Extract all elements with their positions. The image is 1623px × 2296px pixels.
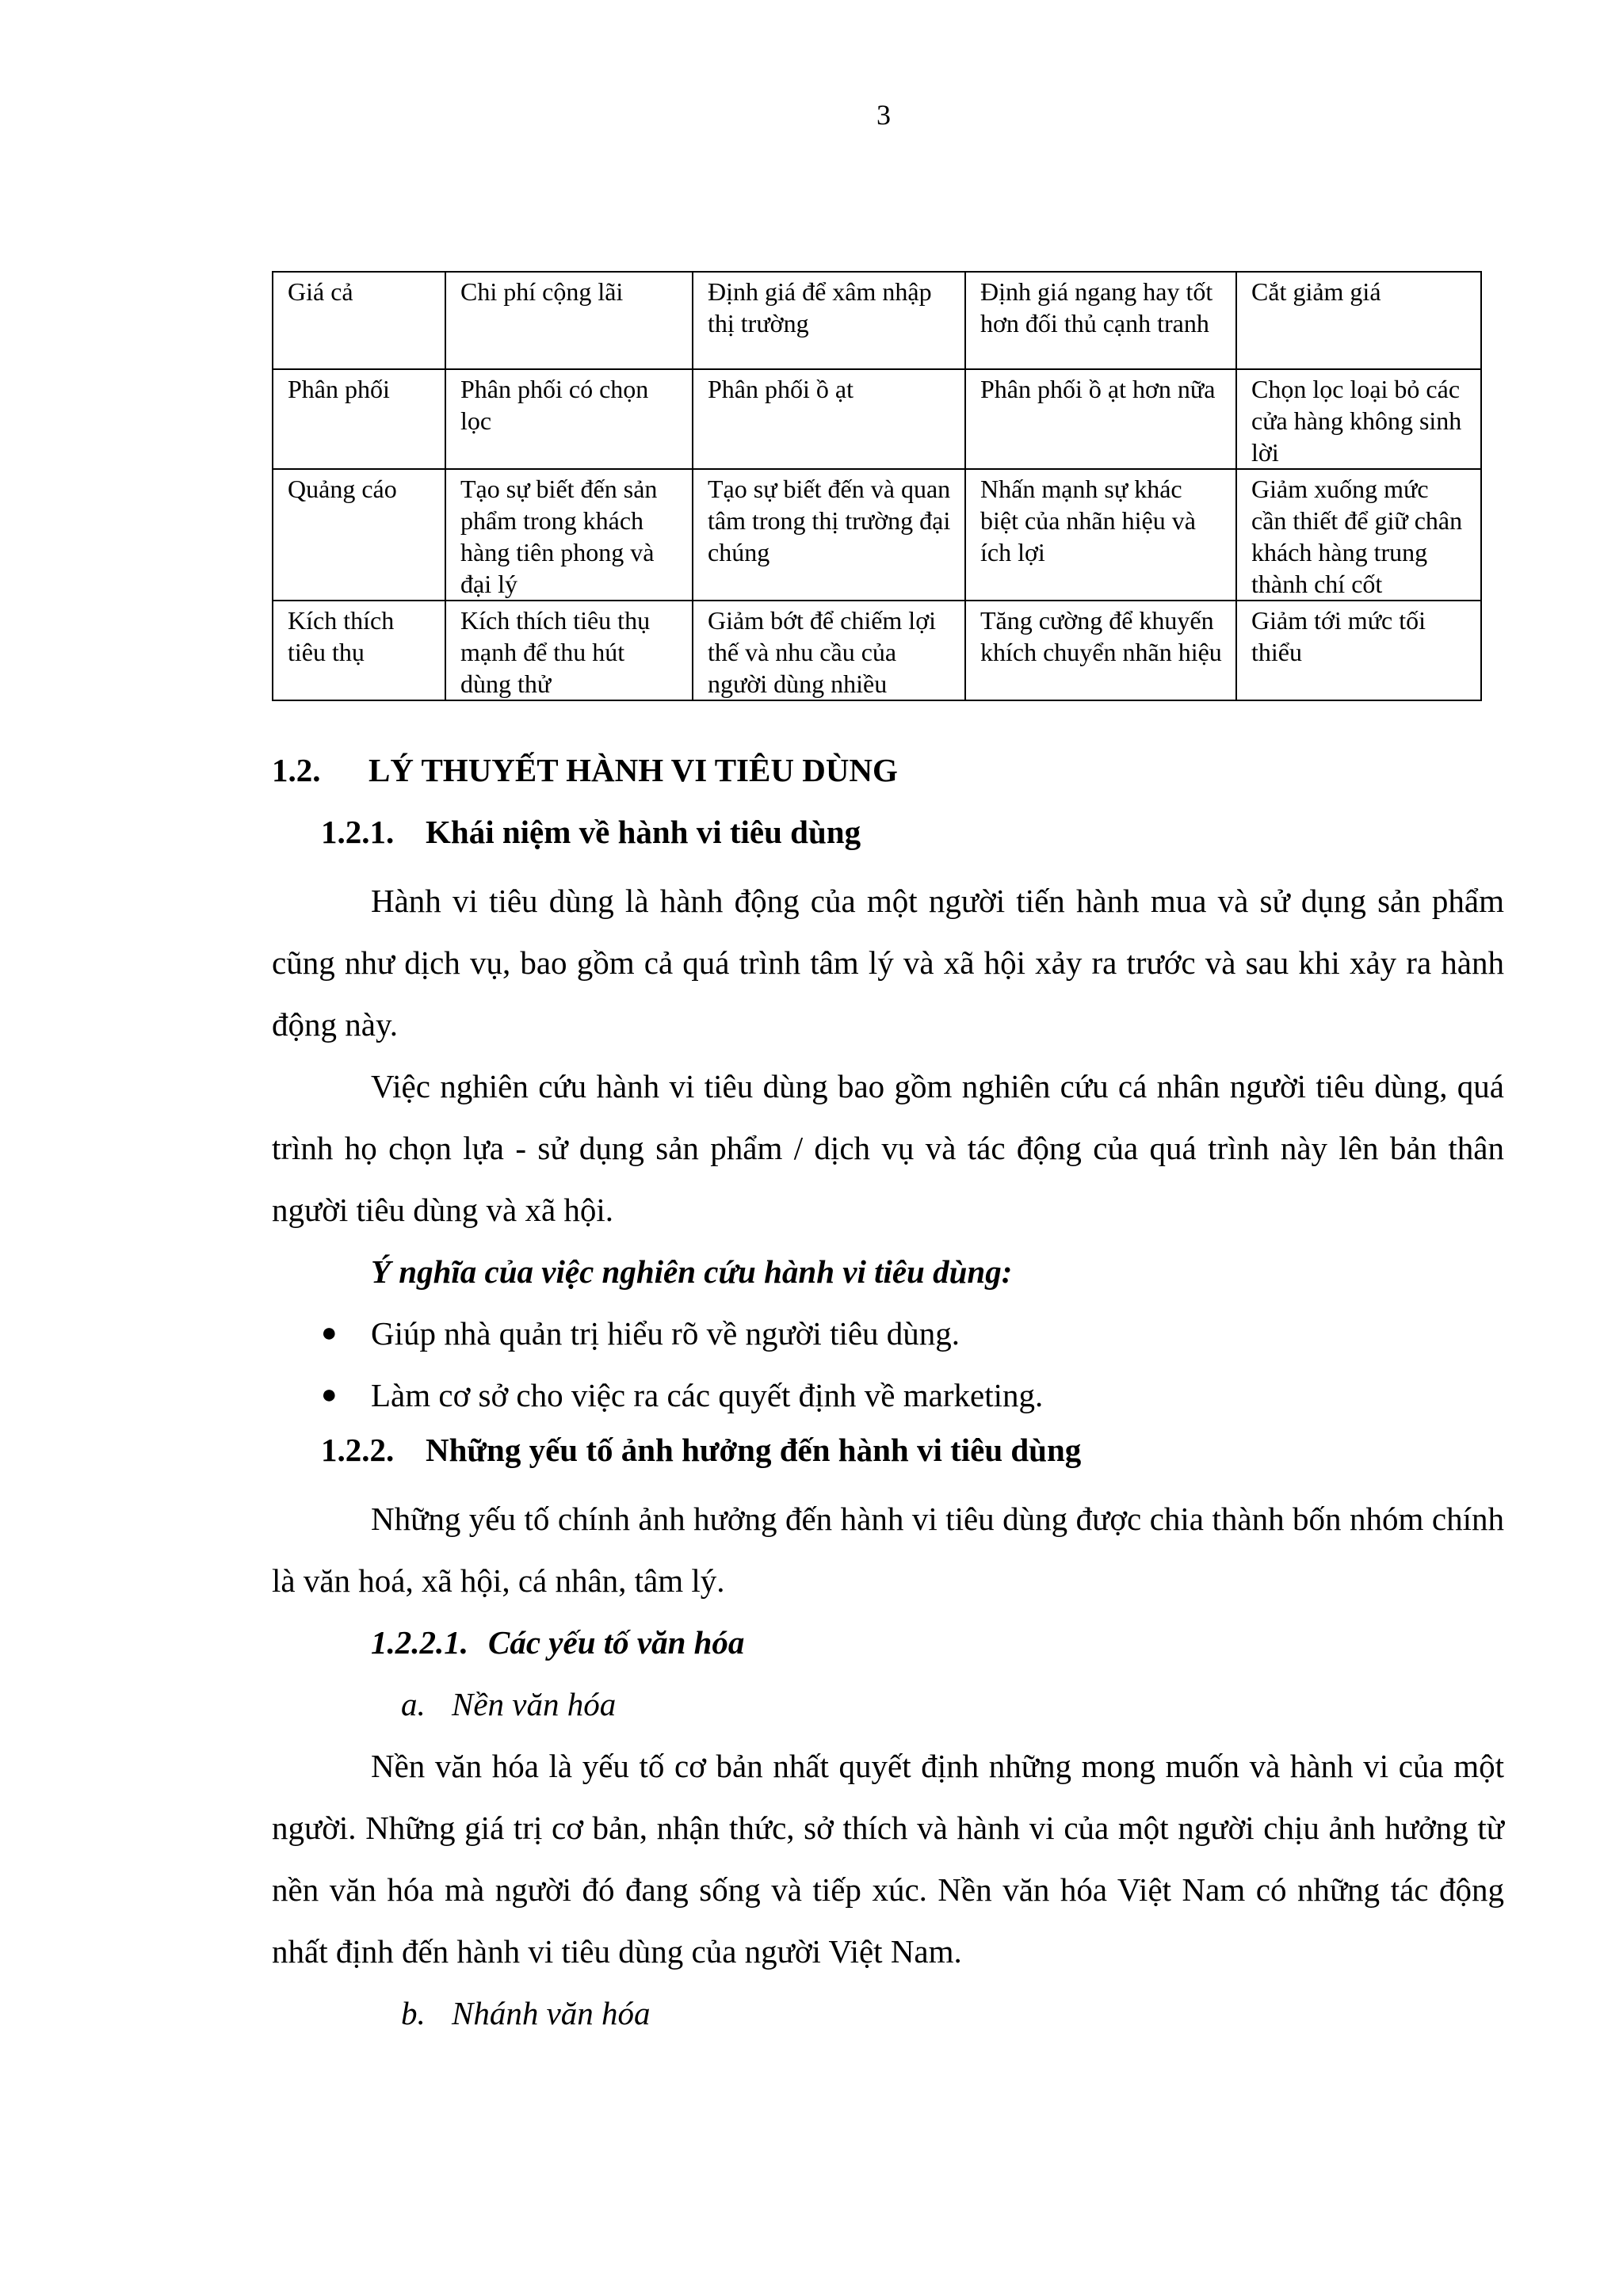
subsection-heading (272, 1426, 1504, 1488)
table-cell: Giảm bớt để chiếm lợi thế và nhu cầu của người dùng nhiều (693, 601, 965, 700)
marketing-strategy-table (272, 271, 1482, 701)
subsection-heading (272, 808, 1504, 870)
table-cell: Tăng cường để khuyến khích chuyển nhãn hiệu (965, 601, 1236, 700)
table-row (273, 272, 1481, 369)
subsubsection-number: 1.2.2.1. (371, 1624, 468, 1661)
page-number: 3 (876, 99, 891, 131)
row-label: Phân phối (273, 369, 445, 469)
bullet-icon: ● (321, 1318, 338, 1348)
item-heading-a (272, 1673, 1504, 1735)
table-cell: Phân phối có chọn lọc (445, 369, 693, 469)
table-cell: Chọn lọc loại bỏ các cửa hàng không sinh lời (1236, 369, 1481, 469)
subsubsection-title: Các yếu tố văn hóa (488, 1624, 745, 1661)
table-cell: Tạo sự biết đến sản phẩm trong khách hàng tiên phong và đại lý (445, 469, 693, 601)
table-cell: Kích thích tiêu thụ mạnh để thu hút dùng thử (445, 601, 693, 700)
table-row (273, 469, 1481, 601)
paragraph: Nền văn hóa là yếu tố cơ bản nhất quyết định những mong muốn và hành vi của một người. Những giá trị cơ bản, nhận thức, sở thích và hành vi của một người chịu ảnh hưởng từ nền văn hóa mà người đó đang sống và tiếp xúc. Nền văn hóa Việt Nam có những tác động nhất định đến hành vi tiêu dùng của người Việt Nam. (272, 1748, 1504, 1970)
row-label: Quảng cáo (273, 469, 445, 601)
item-letter: b. (401, 1995, 426, 2031)
item-title: Nhánh văn hóa (452, 1995, 651, 2031)
item-title: Nền văn hóa (452, 1686, 617, 1722)
table-row (273, 369, 1481, 469)
table-cell: Giảm tới mức tối thiểu (1236, 601, 1481, 700)
item-letter: a. (401, 1686, 426, 1722)
list-item-text: Giúp nhà quản trị hiểu rõ về người tiêu dùng. (371, 1315, 960, 1352)
table-cell: Phân phối ồ ạt hơn nữa (965, 369, 1236, 469)
list-item (272, 1302, 1504, 1364)
row-label: Giá cả (273, 272, 445, 369)
list-item-text: Làm cơ sở cho việc ra các quyết định về marketing. (371, 1377, 1044, 1413)
table-row (273, 601, 1481, 700)
paragraph: Hành vi tiêu dùng là hành động của một người tiến hành mua và sử dụng sản phẩm cũng như dịch vụ, bao gồm cả quá trình tâm lý và xã hội xảy ra trước và sau khi xảy ra hành động này. (272, 883, 1504, 1043)
bullet-icon: ● (321, 1380, 338, 1409)
meaning-heading: Ý nghĩa của việc nghiên cứu hành vi tiêu dùng: (371, 1253, 1013, 1290)
bullet-list (272, 1302, 1504, 1426)
subsection-title: Những yếu tố ảnh hưởng đến hành vi tiêu dùng (426, 1432, 1082, 1468)
table-cell: Định giá ngang hay tốt hơn đối thủ cạnh tranh (965, 272, 1236, 369)
list-item (272, 1364, 1504, 1426)
table-cell: Chi phí cộng lãi (445, 272, 693, 369)
section-title: LÝ THUYẾT HÀNH VI TIÊU DÙNG (369, 752, 898, 788)
subsection-title: Khái niệm về hành vi tiêu dùng (426, 814, 861, 850)
table-cell: Tạo sự biết đến và quan tâm trong thị trường đại chúng (693, 469, 965, 601)
table-cell: Định giá để xâm nhập thị trường (693, 272, 965, 369)
paragraph: Những yếu tố chính ảnh hưởng đến hành vi tiêu dùng được chia thành bốn nhóm chính là văn hoá, xã hội, cá nhân, tâm lý. (272, 1501, 1504, 1599)
section-heading (272, 746, 1504, 808)
document-body (272, 746, 1504, 2044)
table-cell: Cắt giảm giá (1236, 272, 1481, 369)
section-number: 1.2. (272, 752, 321, 788)
item-heading-b (272, 1982, 1504, 2044)
paragraph: Việc nghiên cứu hành vi tiêu dùng bao gồm nghiên cứu cá nhân người tiêu dùng, quá trình họ chọn lựa - sử dụng sản phẩm / dịch vụ và tác động của quá trình này lên bản thân người tiêu dùng và xã hội. (272, 1068, 1504, 1228)
row-label: Kích thích tiêu thụ (273, 601, 445, 700)
table-cell: Nhấn mạnh sự khác biệt của nhãn hiệu và ích lợi (965, 469, 1236, 601)
subsection-number: 1.2.2. (321, 1432, 395, 1468)
table-cell: Phân phối ồ ạt (693, 369, 965, 469)
subsubsection-heading (272, 1611, 1504, 1673)
table-cell: Giảm xuống mức cần thiết để giữ chân khách hàng trung thành chí cốt (1236, 469, 1481, 601)
subsection-number: 1.2.1. (321, 814, 395, 850)
